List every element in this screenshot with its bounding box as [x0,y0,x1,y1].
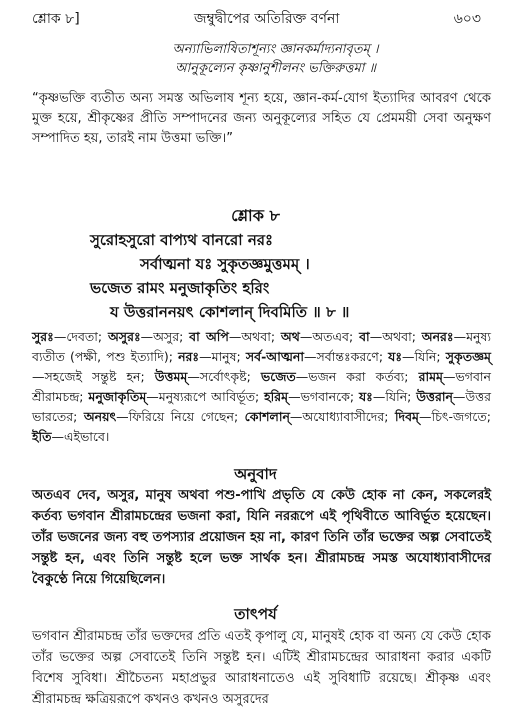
synonym-term: যঃ [358,389,373,404]
synonym-term: কোশলান্ [244,409,290,424]
synonym-term: অসুরঃ [107,329,141,344]
synonym-meaning: —সহজেই সন্তুষ্ট হন; [32,369,155,384]
synonym-meaning: —মনুষ্য ব্যতীত (পক্ষী, পশু ইত্যাদি); [32,329,492,364]
synonym-term: মনুজাকৃতিম্ [88,389,147,404]
verse-line: ভজেত রামং মনুজাকৃতিং হরিং [90,279,270,297]
synonym-meaning: —সর্বোৎকৃষ্ট; [187,369,261,384]
opening-verse [60,40,491,78]
header-chapter-title: জম্বুদ্বীপের অতিরিক্ত বর্ণনা [193,11,340,27]
synonym-meaning: —ভগবান শ্রীরামচন্দ্র; [32,369,492,404]
synonym-term: হরিম্ [264,389,289,404]
sloka-title: শ্লোক ৮ [231,206,280,225]
synonym-term: উত্তরান্ [416,389,453,404]
synonym-term: ভজেত [260,369,296,384]
synonym-meaning: —উত্তর ভারতের; [32,389,491,424]
page-number: ৬০৩ [453,11,481,27]
synonym-meaning: —মনুষ্যরূপে আবির্ভূত; [146,389,265,404]
synonym-term: বা অপি [189,329,229,344]
synonym-meaning: —মানুষ; [199,349,246,364]
synonym-meaning: —যিনি; [372,389,417,404]
synonym-term: অনরঃ [421,329,454,344]
synonym-meaning: —ফিরিয়ে নিয়ে গেছেন; [116,409,245,424]
synonym-meaning: —অতএব; [299,329,360,344]
synonym-term: দিবম্ [394,409,419,424]
translation-text: অতএব দেব, অসুর, মানুষ অথবা পশু-পাখি প্রভৃতি যে কেউ হোক না কেন, সকলেরই কর্তব্য ভগবান শ্রীরামচন্দ্রের ভজনা করা, যিনি নররূপে এই পৃথিবীতে আবির্ভূত হয়েছেন। তাঁর ভজনের জন্য বহু তপস্যার প্রয়োজন হয় না, কারণ তিনি তাঁর ভক্তের অল্প সেবাতেই সন্তুষ্ট হন, এবং তিনি সন্তুষ্ট হলে ভক্ত সার্থক হন। শ্রীরামচন্দ্র সমস্ত অযোধ্যাবাসীদের বৈকুণ্ঠে নিয়ে গিয়েছিলেন। [32,488,491,587]
purport-title: তাৎপর্য [234,605,277,623]
synonym-meaning: —এইভাবে। [51,429,110,444]
synonym-term: সুরঃ [32,329,54,344]
synonym-meaning: —অথবা; [369,329,422,344]
translation-title: অনুবাদ [234,465,277,483]
synonym-meaning: —ভগবানকে; [288,389,359,404]
sanskrit-verse [70,228,481,324]
synonym-term: যঃ [388,349,403,364]
opening-verse-line: আনুকূল্যেন কৃষ্ণানুশীলনং ভক্তিরুত্তমা ॥ [175,61,376,76]
header-sloka-ref: শ্লোক ৮] [32,11,80,27]
purport-text: ভগবান শ্রীরামচন্দ্র তাঁর ভক্তদের প্রতি এতই কৃপালু যে, মানুষই হোক বা অন্য যে কেউ হোক তাঁর ভক্তের অল্প সেবাতেই তিনি সন্তুষ্ট হন। এটিই শ্রীরামচন্দ্রের আরাধনা করার একটি বিশেষ সুবিধা। শ্রীচৈতন্য মহাপ্রভুর আরাধনাতেও এই সুবিধাটি রয়েছে। শ্রীকৃষ্ণ এবং শ্রীরামচন্দ্র ক্ষত্রিয়রূপে কখনও কখনও অসুরদের [32,629,491,707]
synonym-meaning: —অযোধ্যাবাসীদের; [289,409,395,424]
synonym-term: সুকৃতজ্ঞম্ [445,349,491,364]
synonym-term: ইতি [32,429,52,444]
word-synonyms [32,327,491,447]
opening-verse-line: অন্যাভিলাষিতাশূন্যং জ্ঞানকর্মাদ্যনাবৃতম্ । [172,42,379,57]
synonym-meaning: —অথবা; [228,329,281,344]
synonym-meaning: —দেবতা; [53,329,108,344]
synonym-meaning: —সর্বান্তঃকরণে; [304,349,389,364]
synonym-meaning: —চিৎ-জগতে; [419,409,492,424]
verse-line: সুরোহসুরো বাপ্যথ বানরো নরঃ [90,231,274,249]
synonym-meaning: —ভজন করা কর্তব্য; [295,369,419,384]
verse-line: সর্বাত্মনা যঃ সুকৃতজ্ঞমুত্তমম্ । [140,255,310,273]
opening-quote: “কৃষ্ণভক্তি ব্যতীত অন্য সমস্ত অভিলাষ শূন্য হয়ে, জ্ঞান-কর্ম-যোগ ইত্যাদির আবরণ থেকে মুক্ত হয়ে, শ্রীকৃষ্ণের প্রীতি সম্পাদনের জন্য অনুকূল্যের সহিত যে প্রেমময়ী সেবা অনুক্ষণ সম্পাদিত হয়, তারই নাম উত্তমা ভক্তি।” [32,91,491,146]
synonym-term: রামম্ [418,369,443,384]
page-header [32,8,481,30]
synonym-meaning: —যিনি; [402,349,446,364]
synonym-term: উত্তমম্ [154,369,188,384]
synonym-term: অনয়ৎ [83,409,117,424]
synonym-term: অথ [280,329,300,344]
synonym-term: সর্ব-আত্মনা [245,349,304,364]
synonym-term: বা [359,329,370,344]
verse-line: য উত্তরাননয়ৎ কোশলান্ দিবমিতি ॥ ৮ ॥ [110,303,350,321]
synonym-term: নরঃ [178,349,200,364]
synonym-meaning: —অসুর; [140,329,190,344]
